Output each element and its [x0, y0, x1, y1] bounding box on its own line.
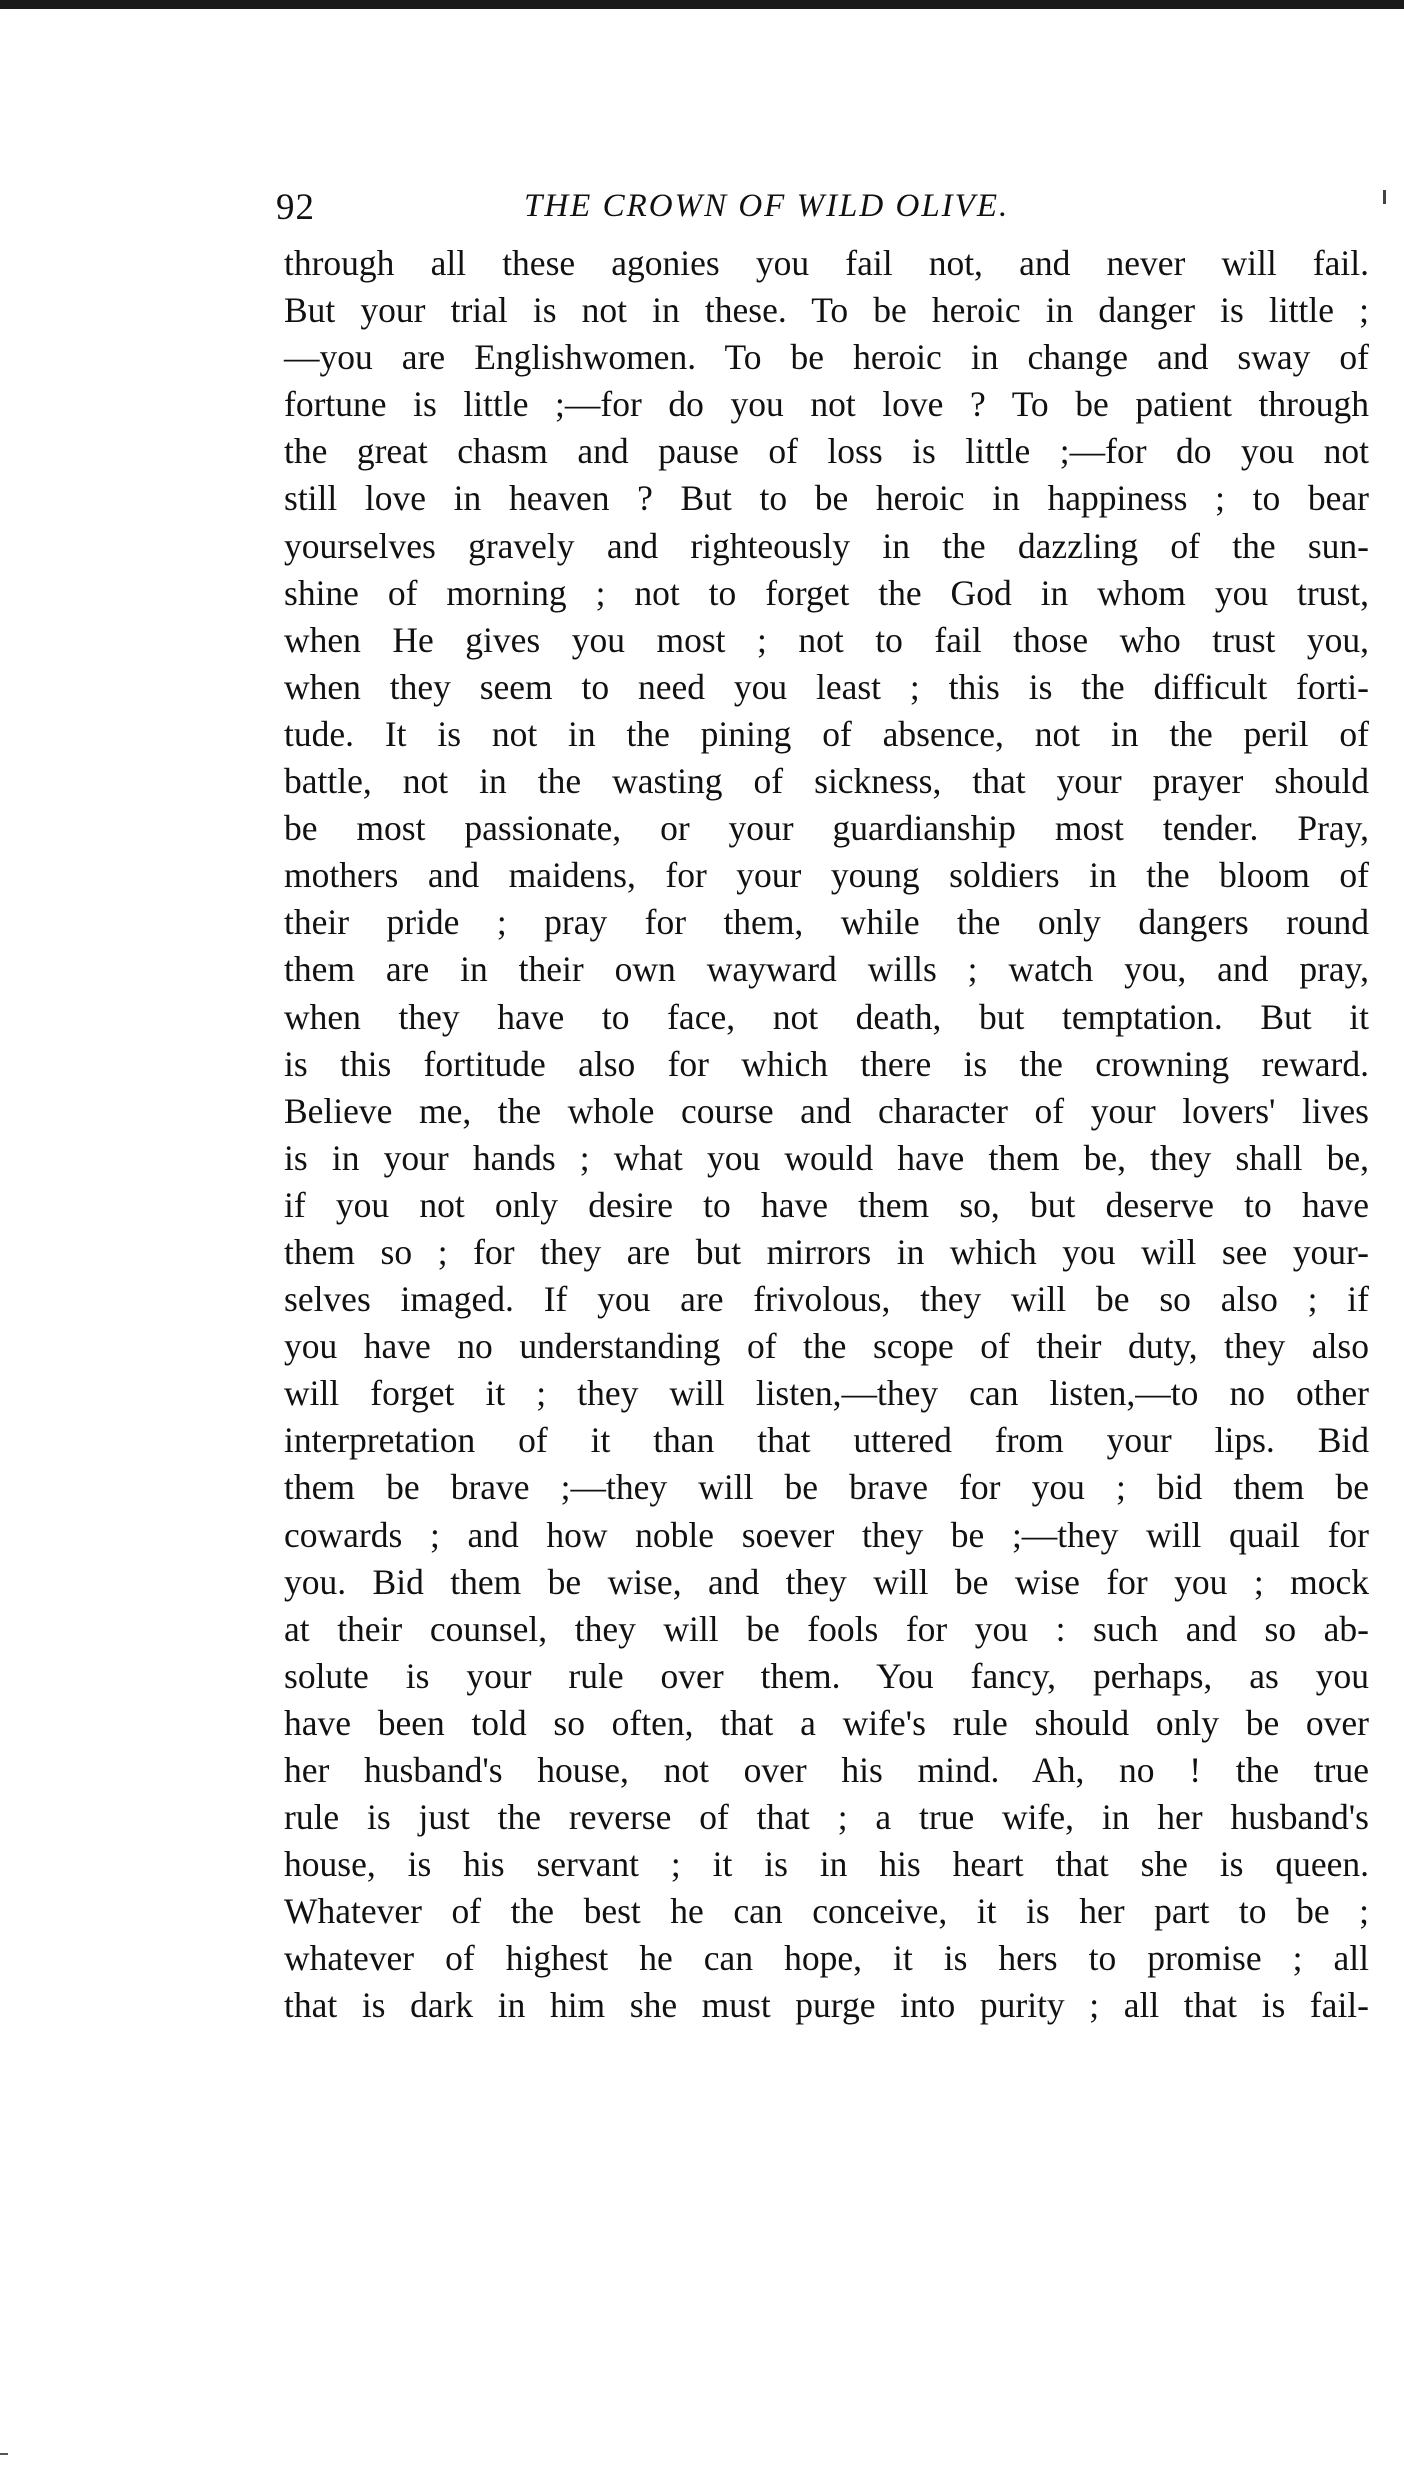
- text-line: have been told so often, that a wife's rule should only be over: [284, 1702, 1369, 1743]
- text-line: will forget it ; they will listen,—they can listen,—to no other: [284, 1373, 1369, 1414]
- text-line: cowards ; and how noble soever they be ;—they will quail for: [284, 1514, 1369, 1555]
- text-line: is this fortitude also for which there is the crowning reward.: [284, 1043, 1369, 1084]
- text-line: her husband's house, not over his mind. Ah, no ! the true: [284, 1750, 1369, 1790]
- text-line: you have no understanding of the scope of their duty, they also: [284, 1326, 1369, 1367]
- text-line: when they have to face, not death, but temptation. But it: [284, 996, 1369, 1037]
- text-line: is in your hands ; what you would have them be, they shall be,: [284, 1137, 1369, 1178]
- text-line: yourselves gravely and righteously in the dazzling of the sun-: [284, 525, 1369, 566]
- page-top-edge: [0, 0, 1404, 9]
- text-line: when they seem to need you least ; this is the difficult forti-: [284, 666, 1369, 707]
- text-line: But your trial is not in these. To be heroic in danger is little ;: [284, 290, 1369, 331]
- text-line: mothers and maidens, for your young soldiers in the bloom of: [284, 855, 1369, 896]
- text-line: selves imaged. If you are frivolous, they will be so also ; if: [284, 1279, 1369, 1320]
- text-line: that is dark in him she must purge into purity ; all that is fail-: [284, 1985, 1369, 2026]
- text-line: rule is just the reverse of that ; a true wife, in her husband's: [284, 1797, 1369, 1838]
- text-line: you. Bid them be wise, and they will be wise for you ; mock: [284, 1561, 1369, 1602]
- text-line: them so ; for they are but mirrors in which you will see your-: [284, 1231, 1369, 1272]
- text-line: battle, not in the wasting of sickness, that your prayer should: [284, 761, 1369, 802]
- page-number: 92: [276, 187, 315, 228]
- text-line: be most passionate, or your guardianship most tender. Pray,: [284, 808, 1369, 849]
- text-line: the great chasm and pause of loss is little ;—for do you not: [284, 431, 1369, 472]
- text-line: whatever of highest he can hope, it is hers to promise ; all: [284, 1938, 1369, 1979]
- text-line: their pride ; pray for them, while the only dangers round: [284, 902, 1369, 943]
- text-line: them are in their own wayward wills ; watch you, and pray,: [284, 949, 1369, 990]
- text-line: still love in heaven ? But to be heroic in happiness ; to bear: [284, 478, 1369, 519]
- text-line: tude. It is not in the pining of absence, not in the peril of: [284, 713, 1369, 754]
- text-line: Whatever of the best he can conceive, it is her part to be ;: [284, 1891, 1369, 1932]
- book-page: [276, 180, 1369, 2030]
- text-line: —you are Englishwomen. To be heroic in change and sway of: [284, 337, 1369, 378]
- bottom-margin-mark: [0, 2453, 8, 2455]
- text-line: solute is your rule over them. You fancy, perhaps, as you: [284, 1655, 1369, 1696]
- text-line: through all these agonies you fail not, and never will fail.: [284, 243, 1369, 283]
- text-line: when He gives you most ; not to fail those who trust you,: [284, 619, 1369, 660]
- text-line: Believe me, the whole course and character of your lovers' lives: [284, 1090, 1369, 1131]
- text-line: if you not only desire to have them so, but deserve to have: [284, 1184, 1369, 1225]
- running-title: THE CROWN OF WILD OLIVE.: [524, 188, 1010, 224]
- margin-mark: [1383, 190, 1386, 204]
- running-head: [276, 180, 1369, 240]
- body-text: [284, 240, 1369, 2030]
- text-line: shine of morning ; not to forget the God in whom you trust,: [284, 572, 1369, 613]
- text-line: interpretation of it than that uttered from your lips. Bid: [284, 1420, 1369, 1461]
- text-line: house, is his servant ; it is in his heart that she is queen.: [284, 1844, 1369, 1885]
- text-line: at their counsel, they will be fools for you : such and so ab-: [284, 1608, 1369, 1649]
- text-line: them be brave ;—they will be brave for you ; bid them be: [284, 1467, 1369, 1508]
- text-line: fortune is little ;—for do you not love ? To be patient through: [284, 384, 1369, 425]
